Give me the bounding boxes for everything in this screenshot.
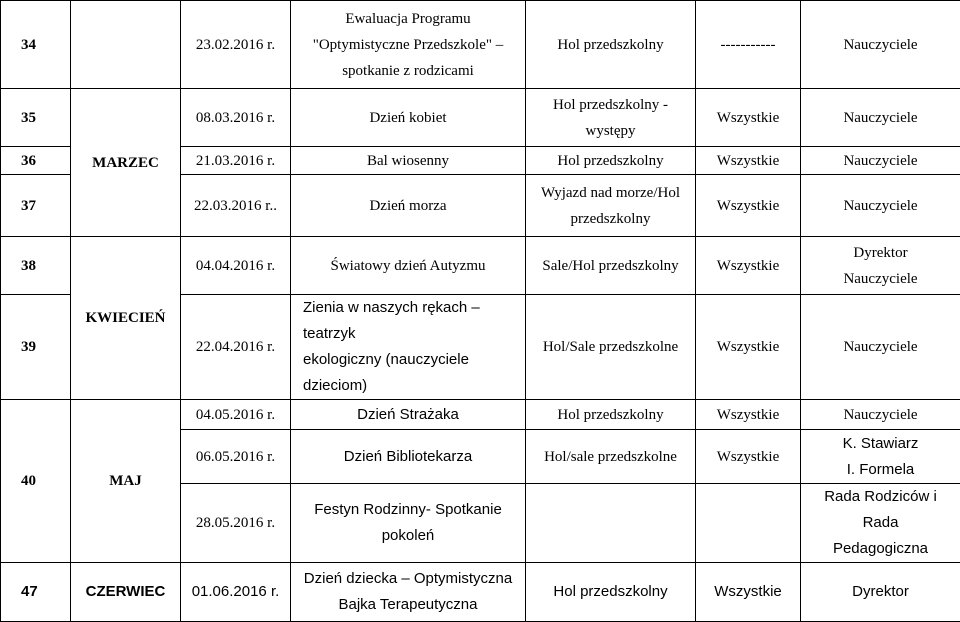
place-cell: Hol przedszkolny xyxy=(526,563,696,622)
month-cell xyxy=(71,1,181,89)
place-cell: Sale/Hol przedszkolny xyxy=(526,237,696,295)
table-row xyxy=(1,237,960,295)
event-title-line: Ewaluacja Programu xyxy=(295,6,521,32)
responsible-cell xyxy=(801,484,960,563)
event-title-line: ekologiczny (nauczyciele dzieciom) xyxy=(303,347,521,399)
month-cell: MARZEC xyxy=(71,89,181,237)
participants-cell: Wszystkie xyxy=(696,430,801,484)
event-title: Dzień Strażaka xyxy=(291,400,526,430)
date-cell: 28.05.2016 r. xyxy=(181,484,291,563)
participants-cell: Wszystkie xyxy=(696,147,801,175)
date-cell: 22.03.2016 r.. xyxy=(181,175,291,237)
place-cell: Hol/sale przedszkolne xyxy=(526,430,696,484)
event-title: Światowy dzień Autyzmu xyxy=(291,237,526,295)
responsible-cell: Dyrektor xyxy=(801,563,960,622)
table-row xyxy=(1,1,960,89)
event-title-line: Dzień dziecka – Optymistyczna xyxy=(295,566,521,592)
row-number: 47 xyxy=(1,563,71,622)
table-row xyxy=(1,89,960,147)
month-cell: MAJ xyxy=(71,400,181,563)
place-line: przedszkolny xyxy=(530,206,691,232)
place-cell: Hol przedszkolny xyxy=(526,400,696,430)
responsible-cell: Nauczyciele xyxy=(801,1,960,89)
row-number: 37 xyxy=(1,175,71,237)
responsible-line: K. Stawiarz xyxy=(805,431,956,457)
responsible-cell: Nauczyciele xyxy=(801,295,960,400)
participants-cell: Wszystkie xyxy=(696,563,801,622)
event-title-line: Bajka Terapeutyczna xyxy=(295,592,521,618)
event-title xyxy=(291,563,526,622)
date-cell: 08.03.2016 r. xyxy=(181,89,291,147)
row-number: 39 xyxy=(1,295,71,400)
place-line: Wyjazd nad morze/Hol xyxy=(530,180,691,206)
event-title: Dzień morza xyxy=(291,175,526,237)
responsible-line: Nauczyciele xyxy=(805,266,956,292)
responsible-cell: Nauczyciele xyxy=(801,175,960,237)
month-cell: KWIECIEŃ xyxy=(71,237,181,400)
responsible-cell: Nauczyciele xyxy=(801,400,960,430)
row-number: 40 xyxy=(1,400,71,563)
responsible-line: I. Formela xyxy=(805,457,956,483)
date-cell: 23.02.2016 r. xyxy=(181,1,291,89)
month-cell: CZERWIEC xyxy=(71,563,181,622)
row-number: 35 xyxy=(1,89,71,147)
date-cell: 04.04.2016 r. xyxy=(181,237,291,295)
participants-cell: Wszystkie xyxy=(696,400,801,430)
table-row xyxy=(1,400,960,430)
date-cell: 22.04.2016 r. xyxy=(181,295,291,400)
place-cell: Hol przedszkolny xyxy=(526,1,696,89)
participants-cell xyxy=(696,484,801,563)
date-cell: 21.03.2016 r. xyxy=(181,147,291,175)
event-title: Dzień kobiet xyxy=(291,89,526,147)
participants-cell: ----------- xyxy=(696,1,801,89)
place-cell xyxy=(526,484,696,563)
participants-cell: Wszystkie xyxy=(696,175,801,237)
responsible-line: Pedagogiczna xyxy=(805,536,956,562)
responsible-cell xyxy=(801,430,960,484)
event-title-line: pokoleń xyxy=(295,523,521,549)
table-row xyxy=(1,563,960,622)
event-title-line: spotkanie z rodzicami xyxy=(295,58,521,84)
participants-cell: Wszystkie xyxy=(696,89,801,147)
responsible-cell: Nauczyciele xyxy=(801,147,960,175)
place-cell xyxy=(526,89,696,147)
row-number: 34 xyxy=(1,1,71,89)
date-cell: 04.05.2016 r. xyxy=(181,400,291,430)
responsible-line: Rada Rodziców i Rada xyxy=(805,484,956,536)
place-line: Hol przedszkolny - xyxy=(530,92,691,118)
event-title: Dzień Bibliotekarza xyxy=(291,430,526,484)
event-title xyxy=(291,484,526,563)
responsible-line: Dyrektor xyxy=(805,240,956,266)
date-cell: 06.05.2016 r. xyxy=(181,430,291,484)
event-title-line: "Optymistyczne Przedszkole" – xyxy=(295,32,521,58)
event-title-line: Zienia w naszych rękach – teatrzyk xyxy=(303,295,521,347)
place-cell: Hol/Sale przedszkolne xyxy=(526,295,696,400)
row-number: 36 xyxy=(1,147,71,175)
event-title-line: Festyn Rodzinny- Spotkanie xyxy=(295,497,521,523)
date-cell: 01.06.2016 r. xyxy=(181,563,291,622)
place-cell: Hol przedszkolny xyxy=(526,147,696,175)
event-title: Bal wiosenny xyxy=(291,147,526,175)
event-title xyxy=(291,1,526,89)
responsible-cell xyxy=(801,237,960,295)
participants-cell: Wszystkie xyxy=(696,237,801,295)
responsible-cell: Nauczyciele xyxy=(801,89,960,147)
participants-cell: Wszystkie xyxy=(696,295,801,400)
event-title xyxy=(291,295,526,400)
place-line: występy xyxy=(530,118,691,144)
place-cell xyxy=(526,175,696,237)
row-number: 38 xyxy=(1,237,71,295)
